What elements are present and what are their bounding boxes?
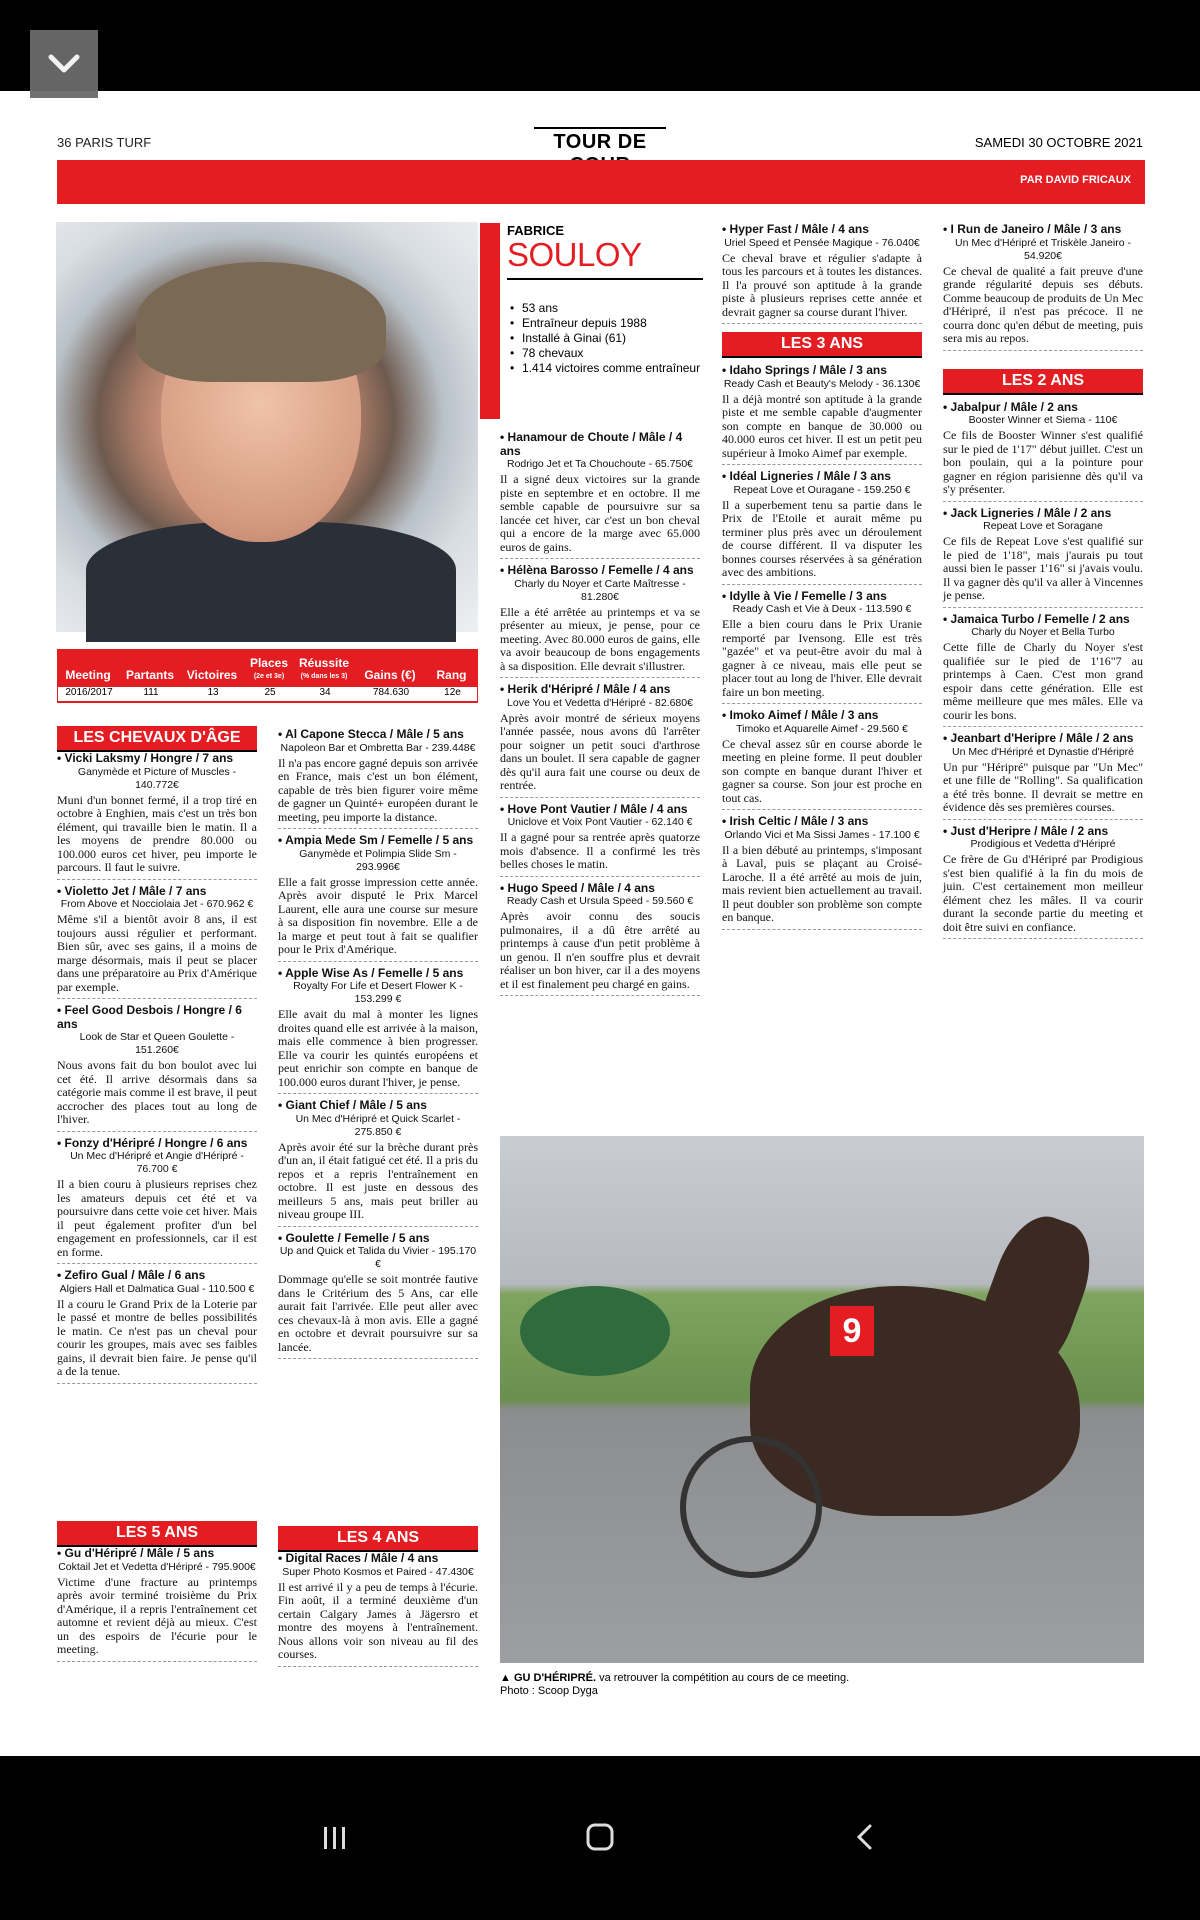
driver-figure [520,1286,670,1376]
horse-body: Ce fils de Booster Winner s'est qualifié sur le pied de 1'17" début juillet. C'est un bon poulain, qui a la pointure pour gagner en région parisienne dès qu'il va s'y présenter. [943,428,1143,496]
horse-pedigree: Timoko et Aquarelle Aimef - 29.560 € [736,722,908,735]
horse-entry [722,223,922,324]
horse-entry [278,1232,478,1360]
trainer-first-name: FABRICE [507,223,565,238]
horse-pedigree: Ready Cash et Ursula Speed - 59.560 € [506,895,694,907]
back-icon[interactable] [850,1822,880,1852]
horse-pedigree: Ready Cash et Vie à Deux - 113.590 € [732,603,912,615]
horse-entry [500,431,700,559]
horse-body: Après avoir été sur la brèche durant près d'un an, il était fatigué cet été. Il a pris du repos et a repris l'entraînement en octobre. Il est juste en dessous des meilleurs 5 ans, mais peut briller au niveau groupe III. [278,1139,478,1221]
horse-title: • Hugo Speed / Mâle / 4 ans [500,882,700,896]
red-banner [57,160,1145,204]
horse-body: Victime d'une fracture au printemps après avoir terminé troisième du Prix d'Amérique, il a repris l'entraînement cet automne et revient déjà au mieux. C'est un des espoirs de l'écurie pour le meeting. [57,1574,257,1656]
horse-entry [57,1269,257,1384]
horse-title: • Feel Good Desbois / Hongre / 6 ans [57,1004,257,1031]
horse-entry [943,223,1143,351]
entries [500,431,700,996]
horse-pedigree: Un Mec d'Héripré et Quick Scarlet - 275.850 € [295,1112,461,1138]
horse-pedigree: Look de Star et Queen Goulette - 151.260€ [79,1031,235,1056]
horse-entry [500,683,700,798]
stats-col-places-sub: (2e et 3e) [253,673,285,680]
horse-title: • Irish Celtic / Mâle / 3 ans [722,815,922,829]
horse-title: • Hyper Fast / Mâle / 4 ans [722,223,922,237]
horse-title: • Fonzy d'Héripré / Hongre / 6 ans [57,1137,257,1151]
stats-cell: 12e [444,687,461,698]
horse-title: • Hanamour de Choute / Mâle / 4 ans [500,431,700,458]
horse-title: • Jeanbart d'Heripre / Mâle / 2 ans [943,732,1143,746]
entries [57,1547,257,1662]
horse-title: • Idaho Springs / Mâle / 3 ans [722,364,922,378]
horse-entry [278,1099,478,1227]
horse-body: Muni d'un bonnet fermé, il a trop tiré en octobre à Enghien, mais c'est un très bon élément, qui travaille bien le matin. Il a les moyens de prendre 80.000 ou 100.000 euros cet hiver, peu importe le parcours. Il faut le suivre. [57,792,257,874]
stats-cell: 2016/2017 [65,687,113,698]
horse-title: • Just d'Heripre / Mâle / 2 ans [943,825,1143,839]
horse-entry [500,803,700,877]
entries [278,1552,478,1667]
sulky-wheel [680,1436,822,1578]
horse-pedigree: Repeat Love et Soragane [983,520,1103,532]
horse-title: • Goulette / Femelle / 5 ans [278,1232,478,1246]
horse-pedigree: Royalty For Life et Desert Flower K - 153.299 € [293,980,463,1005]
horse-body: Il a bien couru à plusieurs reprises chez les amateurs depuis cet été et va poursuivre dans cette voie cet hiver. Mais il peut également profiter d'un bel engagement en professionnels, car il est en forme. [57,1177,257,1259]
horse-pedigree: From Above et Nocciolaia Jet - 670.962 € [60,898,254,910]
horse-entry [57,1137,257,1265]
horse-body: Il a couru le Grand Prix de la Loterie par le passé et montre de belles possibilités le matin. Ce n'est pas un cheval pour courir les groupes, mais avec ses faibles gains, il devrait bien faire. Je pense qu'il a de la tenue. [57,1296,257,1378]
horse-title: • Vicki Laksmy / Hongre / 7 ans [57,752,257,766]
horse-title: • Jabalpur / Mâle / 2 ans [943,401,1143,415]
horse-pedigree: Algiers Hall et Dalmatica Gual - 110.500 € [59,1282,255,1295]
section-header-5-ans: LES 5 ANS [57,1521,257,1547]
stats-col-places [243,658,295,687]
stats-col-reussite-label: Réussite [298,656,350,670]
fact-item: • Installé à Ginai (61) [510,331,710,346]
stats-col-victoires: Victoires [186,668,238,682]
horse-body: Il a déjà montré son aptitude à la grande piste et me semble capable d'augmenter son compte en banque de 30.000 ou 40.000 euros cet hiver. Il est un petit peu supérieur à Imoko Aimef par exemple. [722,391,922,460]
horse-entry [57,752,257,880]
horse-body: Il a superbement tenu sa partie dans le Prix de l'Etoile et aurait même pu terminer plus près avec un déroulement de course différent. Il va disputer les bonnes courses réservées à sa génération avec des ambitions. [722,497,922,579]
fact-item: • 53 ans [510,301,710,316]
chevron-down-icon [43,43,85,85]
horse-pedigree: Uriel Speed et Pensée Magique - 76.040€ [724,236,920,249]
section-header-age: LES CHEVAUX D'ÂGE [57,726,257,752]
horse-pedigree: Ready Cash et Beauty's Melody - 36.130€ [723,377,921,390]
horse-title: • Herik d'Héripré / Mâle / 4 ans [500,683,700,697]
section-header-3-ans: LES 3 ANS [722,332,922,358]
stats-col-reussite [295,658,353,687]
horse-entry [722,590,922,705]
paper-name: PARIS TURF [75,135,152,150]
column-2 [278,728,478,1364]
horse-pedigree: Coktail Jet et Vedetta d'Héripré - 795.900€ [58,1560,256,1573]
entries [943,401,1143,940]
horse-pedigree: Napoleon Bar et Ombretta Bar - 239.448€ [280,741,476,754]
race-photo [500,1136,1144,1663]
horse-entry [500,564,700,678]
horse-body: Elle a bien couru dans le Prix Uranie remporté par Ivensong. Elle est très "gazée" et va peut-être avoir du mal à gagner à ce niveau, mais elle peut se placer tout au long de l'hiver. Elle devrait faire un bon meeting. [722,617,922,699]
horse-body: Il a signé deux victoires sur la grande piste en septembre et en octobre. Il me semble capable de poursuivre sur sa lancée cet hiver, car c'est un bon cheval qui a encore de la marge avec 65.000 euros de gains. [500,472,700,554]
android-nav-bar [0,1756,1200,1920]
horse-title: • Jack Ligneries / Mâle / 2 ans [943,507,1143,521]
horse-body: Même s'il a bientôt avoir 8 ans, il est toujours aussi régulier et performant. Bien sûr, avec ses gains, il a moins de marge désormais, mais il peut se placer dans une préparatoire au Prix d'Amérique par exemple. [57,912,257,994]
horse-body: Dommage qu'elle se soit montrée fautive dans le Critérium des 5 Ans, car elle aurait fait l'arrivée. Elle peut aller avec ces chevaux-là à mon avis. Elle a gagné en octobre et devrait poursuivre sur sa lancée. [278,1272,478,1354]
horse-body: Ce fils de Repeat Love s'est qualifié sur le pied de 1'18", mais j'aurais pu tout aussi bien le passer 1'16" si j'avais voulu. Il va gagner dès qu'il va aller à Vincennes je pense. [943,534,1143,602]
horse-entry [500,882,700,997]
horse-entry [278,967,478,1095]
trainer-portrait [56,222,478,632]
horse-body: Il n'a pas encore gagné depuis son arrivée en France, mais c'est un bon élément, capable de très bien figurer voire même de gagner un Quinté+ européen durant le meeting, peu importe la distance. [278,755,478,824]
stats-cell: 784.630 [372,687,410,698]
stats-col-rang: Rang [436,668,467,682]
horse-entry [278,728,478,829]
stats-col-partants: Partants [125,668,175,682]
horse-pedigree: Rodrigo Jet et Ta Chouchoute - 65.750€ [506,458,694,470]
collapse-button[interactable] [30,30,98,98]
horse-pedigree: Booster Winner et Siema - 110€ [968,414,1118,426]
horse-title: • Ampia Mede Sm / Femelle / 5 ans [278,834,478,848]
column-4 [722,223,922,935]
horse-title: • Al Capone Stecca / Mâle / 5 ans [278,728,478,742]
horse-body: Elle a été arrêtée au printemps et va se présenter au mieux, je pense, pour ce meeting. Avec 80.000 euros de gains, elle va avoir beaucoup de bons engagements à sa disposition. Elle devrait s'illustrer. [500,604,700,673]
stats-row [57,687,478,703]
horse-pedigree: Un Mec d'Héripré et Triskèle Janeiro - 54.920€ [955,236,1131,262]
horse-title: • Idylle à Vie / Femelle / 3 ans [722,590,922,604]
horse-pedigree: Ganymède et Polimpia Slide Sm - 293.996€ [299,847,457,873]
fact-item: • 78 chevaux [510,346,710,361]
horse-entry [722,709,922,810]
horse-title: • Apple Wise As / Femelle / 5 ans [278,967,478,981]
horse-pedigree: Repeat Love et Ouragane - 159.250 € [733,483,911,496]
stats-cell: 13 [207,687,219,698]
name-divider [507,278,703,280]
horse-body: Elle a fait grosse impression cette année. Après avoir disputé le Prix Marcel Laurent, elle aura une course sur mesure à sa disposition fin novembre. Elle a de la marge et peut tout à fait se qualifier pour le Prix d'Amérique. [278,874,478,956]
horse-title: • Jamaica Turbo / Femelle / 2 ans [943,613,1143,627]
horse-title: • Zefiro Gual / Mâle / 6 ans [57,1269,257,1283]
portrait-hair [136,262,386,382]
horse-body: Cette fille de Charly du Noyer s'est qualifiée sur le pied de 1'16"7 au printemps à Caen. C'est mon grand espoir dans cette génération. Elle est même meilleure que mes mâles. Elle va courir les bons. [943,640,1143,722]
horse-entry [278,1552,478,1667]
saddle-number: 9 [830,1306,874,1356]
stats-header [57,649,478,687]
horse-body: Après avoir connu des soucis pulmonaires, il a dû être arrêté au printemps à cause d'un petit problème à un genou. Il n'en souffre plus et devrait réaliser un bon hiver, car il a des moyens et il est finalement peu chargé en gains. [500,909,700,991]
stats-cell: 34 [319,687,331,698]
horse-title: • Imoko Aimef / Mâle / 3 ans [722,709,922,723]
column-2b [278,1526,478,1672]
photo-credit: Photo : Scoop Dyga [500,1685,598,1697]
home-icon[interactable] [585,1822,615,1852]
horse-body: Ce frère de Gu d'Héripré par Prodigious s'est bien qualifié à la fin du mois de juin. C'est certainement mon meilleur élément chez les mâles. Il va courir durant la seconde partie du meeting et doit être suivi en confiance. [943,852,1143,934]
horse-body: Ce cheval assez sûr en course aborde le meeting en pleine forme. Il peut doubler son compte en banque durant l'hiver et gagner sa course. Son jour est proche en tout cas. [722,736,922,805]
stats-cell: 111 [143,687,159,698]
horse-pedigree: Uniclove et Voix Pont Vautier - 62.140 € [507,816,693,828]
horse-body: Après avoir montré de sérieux moyens l'année passée, nous avons dû l'arrêter pour soigner un petit souci d'arthrose dans un boulet. Il sera capable de gagner dès qu'il aura fait une course ou deux de rentrée. [500,710,700,792]
horse-entry [943,732,1143,820]
horse-entry [57,885,257,1000]
byline: PAR DAVID FRICAUX [1020,174,1131,186]
horse-pedigree: Un Mec d'Héripré et Dynastie d'Héripré [952,745,1134,758]
horse-pedigree: Love You et Vedetta d'Héripré - 82.680€ [507,696,693,709]
column-1 [57,726,257,1389]
section-header-4-ans: LES 4 ANS [278,1526,478,1552]
horse-title: • I Run de Janeiro / Mâle / 3 ans [943,223,1143,237]
name-accent-bar [480,223,500,419]
fact-item: • Entraîneur depuis 1988 [510,316,710,331]
entries [943,223,1143,351]
horse-body: Il a gagné pour sa rentrée après quatorze mois d'absence. Il a confirmé les très belles choses le matin. [500,830,700,871]
horse-entry [722,364,922,465]
horse-title: • Gu d'Héripré / Mâle / 5 ans [57,1547,257,1561]
trainer-facts [510,301,710,376]
recents-icon[interactable] [320,1824,350,1852]
column-1b [57,1521,257,1667]
stats-col-gains: Gains (€) [364,668,416,682]
horse-title: • Idéal Ligneries / Mâle / 3 ans [722,470,922,484]
horse-body: Nous avons fait du bon boulot avec lui cet été. Il arrive désormais dans sa catégorie mais comme il est brave, il peut accrocher des places tout au long de l'hiver. [57,1058,257,1126]
entries [57,752,257,1384]
horse-body: Il a bien débuté au printemps, s'imposant à Laval, puis se plaçant au Croisé-Laroche. Il a été arrêté au mois de juin, mais revient bien actuellement au travail. Il peut doubler son problème son compte en banque. [722,842,922,924]
horse-entry [57,1547,257,1662]
photo-caption [500,1672,849,1698]
entries [722,223,922,324]
horse-body: Il est arrivé il y a peu de temps à l'écurie. Fin août, il a terminé deuxième d'un certain Calgary James à Jägersro et montre des moyens à l'entraînement. Nous allons voir son niveau au fil des courses. [278,1579,478,1661]
section-header-2-ans: LES 2 ANS [943,369,1143,395]
entries [278,728,478,1359]
stats-table [57,649,478,703]
horse-pedigree: Super Photo Kosmos et Paired - 47.430€ [282,1565,474,1578]
caption-text: va retrouver la compétition au cours de ce meeting. [596,1672,850,1684]
horse-title: • Violetto Jet / Mâle / 7 ans [57,885,257,899]
issue-date: SAMEDI 30 OCTOBRE 2021 [974,135,1143,150]
horse-title: • Giant Chief / Mâle / 5 ans [278,1099,478,1113]
entries [722,364,922,930]
horse-pedigree: Un Mec d'Héripré et Angie d'Héripré - 76.700 € [70,1150,244,1175]
stats-col-meeting: Meeting [65,668,111,682]
horse-title: • Digital Races / Mâle / 4 ans [278,1552,478,1566]
horse-entry [278,834,478,962]
horse-title: • Hove Pont Vautier / Mâle / 4 ans [500,803,700,817]
horse-pedigree: Prodigious et Vedetta d'Héripré [970,838,1116,850]
section-title: TOUR DE [534,127,666,181]
horse-title: • Hélèna Barosso / Femelle / 4 ans [500,564,700,578]
horse-entry [943,507,1143,608]
caption-bold: ▲ GU D'HÉRIPRÉ. [500,1672,597,1684]
horse-entry [943,613,1143,728]
trainer-last-name: SOULOY [507,236,642,273]
horse-pedigree: Up and Quick et Talida du Vivier - 195.170 € [279,1245,477,1270]
horse-body: Ce cheval brave et régulier s'adapte à tous les parcours et à toutes les distances. Il l'a prouvé son aptitude à la grande piste à plusieurs reprises cette année et devrait gagner sa course durant l'hiver. [722,250,922,319]
stats-col-reussite-sub: (% dans les 3) [300,673,348,680]
horse-body: Elle avait du mal à monter les lignes droites quand elle est arrivée à la maison, mais elle commence à bien progresser. Elle va courir les quintés européens et peut enrichir son compte en banque de 100.000 euros durant l'hiver, je pense. [278,1007,478,1089]
horse-entry [943,401,1143,502]
horse-entry [722,815,922,930]
column-5 [943,223,1143,944]
stats-cell: 25 [264,687,276,698]
horse-pedigree: Orlando Vici et Ma Sissi James - 17.100 € [724,828,920,841]
horse-pedigree: Charly du Noyer et Carte Maîtresse - 81.280€ [514,577,686,603]
column-3 [500,431,700,1001]
horse-pedigree: Charly du Noyer et Bella Turbo [971,626,1115,638]
horse-entry [57,1004,257,1132]
fact-item: • 1.414 victoires comme entraîneur [510,361,710,376]
horse-entry [722,470,922,585]
horse-pedigree: Ganymède et Picture of Muscles - 140.772€ [77,765,237,791]
page-number: 36 [57,135,72,150]
horse-body: Ce cheval de qualité a fait preuve d'une grande régularité depuis ses débuts. Comme beaucoup de produits de Un Mec d'Héripré, il n'est pas précoce. Il ne courra donc qu'en début de meeting, puis sera mis au repos. [943,263,1143,345]
page-header-left [57,135,151,150]
newspaper-page [0,91,1200,1756]
horse-entry [943,825,1143,940]
stats-col-places-label: Places [249,656,289,670]
horse-body: Un pur "Héripré" puisque par "Un Mec" et une fille de "Rolling". Sa qualification a été très bonne. Il devrait se mettre en évidence dès ses premières courses. [943,759,1143,814]
